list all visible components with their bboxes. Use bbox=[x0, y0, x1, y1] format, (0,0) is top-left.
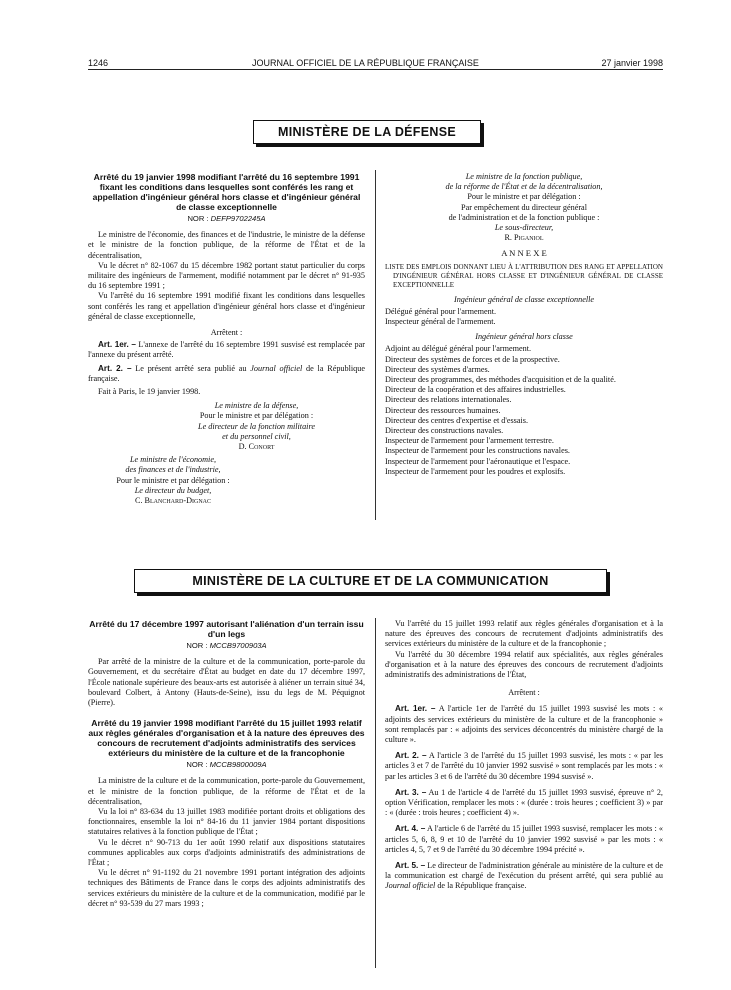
section-title-culture: MINISTÈRE DE LA CULTURE ET DE LA COMMUNICATION bbox=[134, 569, 607, 593]
arrete-alienation-title: Arrêté du 17 décembre 1997 autorisant l'aliénation d'un terrain issu d'un legs bbox=[89, 619, 364, 639]
signature-economie: Le ministre de l'économie, des finances et de l'industrie, Pour le ministre et par délégation : Le directeur du budget, C. Blanchard-Dignac bbox=[116, 455, 230, 506]
section-title-defense: MINISTÈRE DE LA DÉFENSE bbox=[253, 120, 481, 144]
article-3: Art. 3. – Au 1 de l'article 4 de l'arrêté du 15 juillet 1993 susvisé, épreuve n° 2, option Vérification, remplacer les mots : « (durée : trois heures ; coefficient 3) » par : « (durée : trois heures ; coefficient 4) ». bbox=[385, 787, 663, 818]
paragraph: Vu l'arrêté du 30 décembre 1994 relatif aux spécialités, aux règles générales d'organisation et à la nature des épreuves des concours de recrutement d'adjoints administratifs des administrations de l'État, bbox=[385, 649, 663, 680]
list-item: Directeur des constructions navales. bbox=[385, 426, 504, 436]
list-item: Inspecteur de l'armement pour les poudres et explosifs. bbox=[385, 466, 566, 476]
list-item: Inspecteur de l'armement pour l'armement terrestre. bbox=[385, 436, 554, 446]
arrete-defense bbox=[88, 172, 365, 506]
arretes-culture-left bbox=[88, 619, 365, 909]
list-item: Directeur des programmes, des méthodes d'acquisition et de la qualité. bbox=[385, 375, 616, 385]
list-item: Inspecteur général de l'armement. bbox=[385, 317, 496, 327]
paragraph: Vu le décret n° 91-1192 du 21 novembre 1991 portant intégration des adjoints techniques des Bâtiments de France dans le corps des adjoints administratifs des services extérieurs du ministère de la culture et de la communication, modifié par le décret n° 93-539 du 27 mars 1993 ; bbox=[88, 868, 365, 908]
list-item: Délégué général pour l'armement. bbox=[385, 306, 497, 316]
paragraph: Vu l'arrêté du 15 juillet 1993 relatif aux règles générales d'organisation et à la nature des épreuves des concours de recrutement d'adjoints administratifs des services extérieurs du ministère de la culture et de la francophonie ; bbox=[385, 619, 663, 649]
nor-line bbox=[88, 214, 365, 224]
list-exceptionnelle bbox=[385, 307, 663, 327]
article-1: Art. 1er. – A l'article 1er de l'arrêté du 15 juillet 1993 susvisé les mots : « adjoints des services extérieurs du ministère de la culture et de la francophonie » sont remplacés par : « adjoints des services déconcentrés du ministère chargé de la culture ». bbox=[385, 704, 663, 745]
list-item: Directeur des systèmes de forces et de la prospective. bbox=[385, 354, 560, 364]
nor-line: NOR : MCCB9700903A bbox=[186, 641, 267, 650]
paragraph: Vu le décret n° 82-1067 du 15 décembre 1982 portant statut particulier du corps militaire des ingénieurs de l'armement, modifié notamment par le décret n° 91-935 du 16 septembre 1991 ; bbox=[88, 260, 365, 291]
arrete-defense-continued bbox=[385, 172, 663, 477]
list-item: Directeur des relations internationales. bbox=[385, 395, 512, 405]
article-2: Art. 2. – Le présent arrêté sera publié au Journal officiel de la République française. bbox=[88, 363, 365, 383]
journal-title: JOURNAL OFFICIEL DE LA RÉPUBLIQUE FRANÇAISE bbox=[252, 58, 479, 68]
nor-code: DEFP9702245A bbox=[210, 214, 266, 223]
paragraph: Le ministre de l'économie, des finances et de l'industrie, le ministre de la défense et le ministre de la fonction publique, de la réforme de l'État et de la décentralisation, bbox=[88, 230, 365, 260]
article-4: Art. 4. – A l'article 6 de l'arrêté du 15 juillet 1993 susvisé, remplacer les mots : « articles 5, 6, 8, 9 et 10 de l'arrêté du 10 janvier 1992 susvisé » par les mots : « articles 4, 5, 7 et 9 de l'arrêté du 30 décembre 1994 précité ». bbox=[385, 824, 663, 854]
paragraph: Vu le décret n° 90-713 du 1er août 1990 relatif aux dispositions statutaires communes applicables aux corps d'adjoints administratifs des administrations de l'État ; bbox=[88, 837, 365, 868]
signature-fonction-publique: Le ministre de la fonction publique, de la réforme de l'État et de la décentralisation, Pour le ministre et par délégation : Par empêchement du directeur général de l'administration et de la fonction publique : Le sous-directeur, R. Piganiol bbox=[445, 172, 603, 243]
nor-label: NOR : bbox=[187, 214, 209, 223]
list-item: Directeur des centres d'expertise et d'essais. bbox=[385, 415, 528, 425]
arretent: Arrêtent : bbox=[210, 328, 243, 338]
list-item: Inspecteur de l'armement pour l'aéronautique et l'espace. bbox=[385, 456, 571, 466]
arretent: Arrêtent : bbox=[508, 688, 540, 698]
nor-line: NOR : MCCB9800009A bbox=[186, 760, 267, 770]
category-hors-classe: Ingénieur général hors classe bbox=[475, 332, 573, 342]
article-1: Art. 1er. – L'annexe de l'arrêté du 16 septembre 1991 susvisé est remplacée par l'annexe du présent arrêté. bbox=[88, 340, 365, 360]
arrete-defense-title: Arrêté du 19 janvier 1998 modifiant l'arrêté du 16 septembre 1991 fixant les conditions dans lesquelles sont conférés les rang et appellation d'ingénieur général hors classe et d'ingénieur général de classe exceptionnelle bbox=[92, 172, 361, 212]
list-item: Directeur des ressources humaines. bbox=[385, 405, 501, 415]
header-rule bbox=[88, 69, 663, 70]
list-item: Directeur des systèmes d'armes. bbox=[385, 364, 490, 374]
paragraph: La ministre de la culture et de la communication, porte-parole du Gouvernement, et le ministre de la fonction publique, de la réforme de l'État et de la décentralisation, bbox=[88, 776, 365, 806]
annexe-title: LISTE DES EMPLOIS DONNANT LIEU À L'ATTRIBUTION DES RANG ET APPELLATION D'INGÉNIEUR GÉNÉRAL HORS CLASSE ET D'INGÉNIEUR GÉNÉRAL DE CLASSE EXCEPTIONNELLE bbox=[385, 262, 663, 289]
signature-defense: Le ministre de la défense, Pour le ministre et par délégation : Le directeur de la fonction militaire et du personnel civil, D. Conort bbox=[198, 401, 315, 452]
article-5: Art. 5. – Le directeur de l'administration générale au ministère de la culture et de la communication est chargé de l'exécution du présent arrêté, qui sera publié au Journal officiel de la République française. bbox=[385, 861, 663, 891]
annexe-heading: A N N E X E bbox=[501, 248, 547, 259]
category-exceptionnelle: Ingénieur général de classe exceptionnelle bbox=[453, 294, 595, 304]
page-number: 1246 bbox=[88, 58, 109, 68]
list-item: Directeur de la coopération et des affaires industrielles. bbox=[385, 385, 566, 395]
list-item: Adjoint au délégué général pour l'armement. bbox=[385, 344, 532, 354]
issue-date: 27 janvier 1998 bbox=[601, 58, 663, 68]
arrete-concours-continued bbox=[385, 619, 663, 892]
paragraph: Vu l'arrêté du 16 septembre 1991 modifié fixant les conditions dans lesquelles sont conférés les rang et appellation d'ingénieur général hors classe et d'ingénieur général de classe exceptionnelle, bbox=[88, 291, 365, 321]
arrete-concours-title: Arrêté du 19 janvier 1998 modifiant l'arrêté du 15 juillet 1993 relatif aux règles générales d'organisation et à la nature des épreuves des concours de recrutement d'adjoints administratifs des services extérieurs du ministère de la culture et de la francophonie bbox=[88, 718, 365, 759]
list-hors-classe bbox=[385, 344, 663, 477]
column-rule bbox=[375, 170, 376, 520]
article-2: Art. 2. – A l'article 3 de l'arrêté du 15 juillet 1993 susvisé, les mots : « par les articles 3 et 7 de l'arrêté du 10 janvier 1992 susvisé » sont remplacés par les mots : « par les articles 3 et 6 de l'arrêté du 30 décembre 1994 susvisé ». bbox=[385, 751, 663, 781]
paragraph: Vu la loi n° 83-634 du 13 juillet 1983 modifiée portant droits et obligations des fonctionnaires, ensemble la loi n° 84-16 du 11 janvier 1984 portant dispositions statutaires relatives à la fonction publique de l'État ; bbox=[88, 807, 365, 837]
list-item: Inspecteur de l'armement pour les constructions navales. bbox=[385, 446, 570, 456]
paragraph: Par arrêté de la ministre de la culture et de la communication, porte-parole du Gouvernement, et du secrétaire d'État au budget en date du 17 décembre 1997, l'École nationale supérieure des beaux-arts est autorisée à aliéner un terrain situé 34, boulevard Colbert, à Antony (Hauts-de-Seine), issu du legs de M. Péquignot (Pierre). bbox=[88, 657, 365, 708]
fait-a-paris: Fait à Paris, le 19 janvier 1998. bbox=[98, 387, 201, 397]
column-rule bbox=[375, 618, 376, 968]
